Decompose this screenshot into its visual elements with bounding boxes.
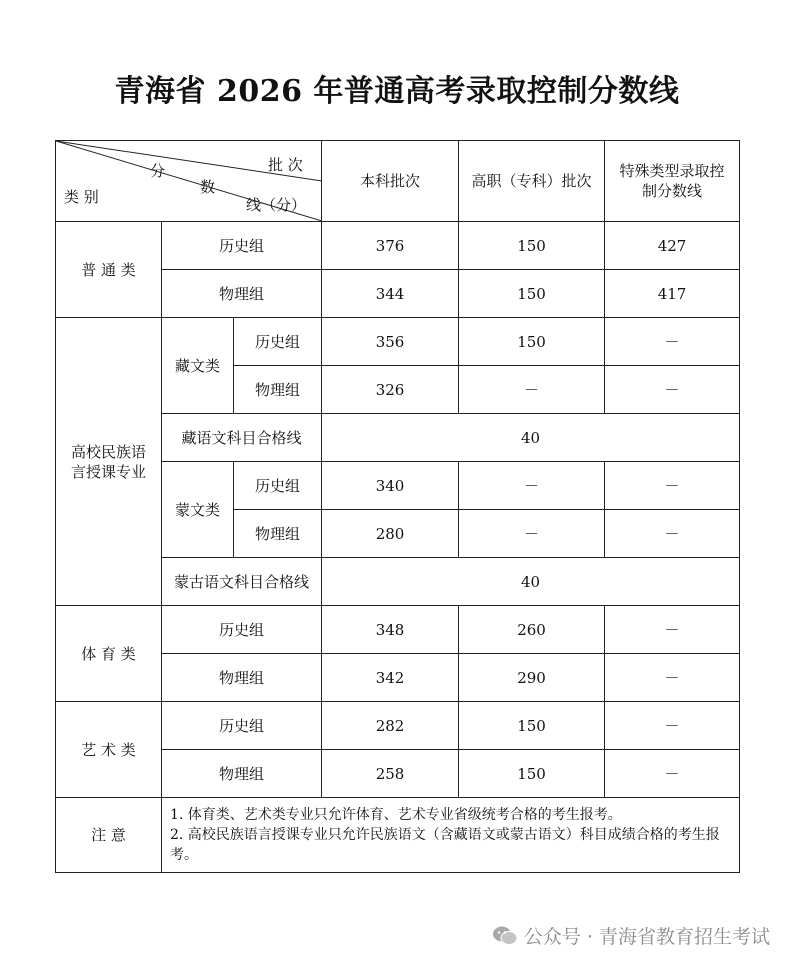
cell-benke: 282	[322, 702, 459, 750]
cell-gaozhi: 260	[459, 606, 605, 654]
subcategory-zangwen: 藏文类	[162, 318, 234, 414]
cell-teshu: －	[605, 654, 740, 702]
cell-teshu: －	[605, 318, 740, 366]
group-label: 物理组	[162, 270, 322, 318]
category-yishu: 艺 术 类	[56, 702, 162, 798]
cell-teshu: －	[605, 366, 740, 414]
group-label: 物理组	[234, 366, 322, 414]
group-label: 历史组	[234, 318, 322, 366]
cell-teshu: －	[605, 462, 740, 510]
cell-gaozhi: 150	[459, 702, 605, 750]
cell-benke: 348	[322, 606, 459, 654]
cell-benke: 356	[322, 318, 459, 366]
cell-gaozhi: 150	[459, 222, 605, 270]
cell-benke: 258	[322, 750, 459, 798]
category-putong: 普 通 类	[56, 222, 162, 318]
page-title: 青海省 2026 年普通高考录取控制分数线	[114, 74, 680, 109]
cell-benke: 280	[322, 510, 459, 558]
group-label: 历史组	[162, 702, 322, 750]
cell-benke: 326	[322, 366, 459, 414]
wechat-icon	[492, 925, 518, 947]
header-pici-label: 批 次	[268, 156, 303, 174]
note-line-2: 2. 高校民族语言授课专业只允许民族语文（含藏语文或蒙古语文）科目成绩合格的考生报考。	[170, 827, 720, 863]
col-header-benke: 本科批次	[322, 141, 459, 222]
score-table	[55, 140, 740, 873]
table-row	[56, 318, 740, 366]
group-label: 物理组	[234, 510, 322, 558]
notes-row	[56, 798, 740, 873]
zangyu-line-label: 藏语文科目合格线	[162, 414, 322, 462]
cell-benke: 342	[322, 654, 459, 702]
group-label: 历史组	[162, 606, 322, 654]
group-label: 物理组	[162, 750, 322, 798]
category-minzu: 高校民族语言授课专业	[56, 318, 162, 606]
cell-teshu: －	[605, 510, 740, 558]
cell-benke: 344	[322, 270, 459, 318]
group-label: 物理组	[162, 654, 322, 702]
watermark	[492, 922, 770, 949]
notes-label: 注 意	[56, 798, 162, 873]
col-header-gaozhi: 高职（专科）批次	[459, 141, 605, 222]
table-row	[56, 702, 740, 750]
cell-gaozhi: －	[459, 510, 605, 558]
note-line-1: 1. 体育类、艺术类专业只允许体育、艺术专业省级统考合格的考生报考。	[170, 807, 622, 823]
cell-teshu: 417	[605, 270, 740, 318]
cell-teshu: 427	[605, 222, 740, 270]
header-fen-label: 分	[150, 162, 166, 180]
table-header-row	[56, 141, 740, 222]
cell-teshu: －	[605, 606, 740, 654]
cell-teshu: －	[605, 702, 740, 750]
cell-gaozhi: －	[459, 462, 605, 510]
cell-benke: 340	[322, 462, 459, 510]
category-tiyu: 体 育 类	[56, 606, 162, 702]
diagonal-header-cell	[56, 141, 322, 222]
cell-gaozhi: 290	[459, 654, 605, 702]
header-leibie-label: 类 别	[64, 188, 99, 206]
watermark-text: 公众号 · 青海省教育招生考试	[523, 926, 770, 948]
zangyu-line-value: 40	[322, 414, 740, 462]
cell-gaozhi: 150	[459, 318, 605, 366]
group-label: 历史组	[234, 462, 322, 510]
header-xian-label: 线（分）	[246, 196, 307, 214]
cell-teshu: －	[605, 750, 740, 798]
subcategory-mengwen: 蒙文类	[162, 462, 234, 558]
group-label: 历史组	[162, 222, 322, 270]
table-row	[56, 222, 740, 270]
cell-gaozhi: 150	[459, 750, 605, 798]
table-row	[56, 606, 740, 654]
header-shu-label: 数	[200, 178, 216, 196]
mengyu-line-value: 40	[322, 558, 740, 606]
col-header-teshu: 特殊类型录取控制分数线	[605, 141, 740, 222]
cell-gaozhi: －	[459, 366, 605, 414]
cell-benke: 376	[322, 222, 459, 270]
mengyu-line-label: 蒙古语文科目合格线	[162, 558, 322, 606]
notes-content	[162, 798, 740, 873]
cell-gaozhi: 150	[459, 270, 605, 318]
